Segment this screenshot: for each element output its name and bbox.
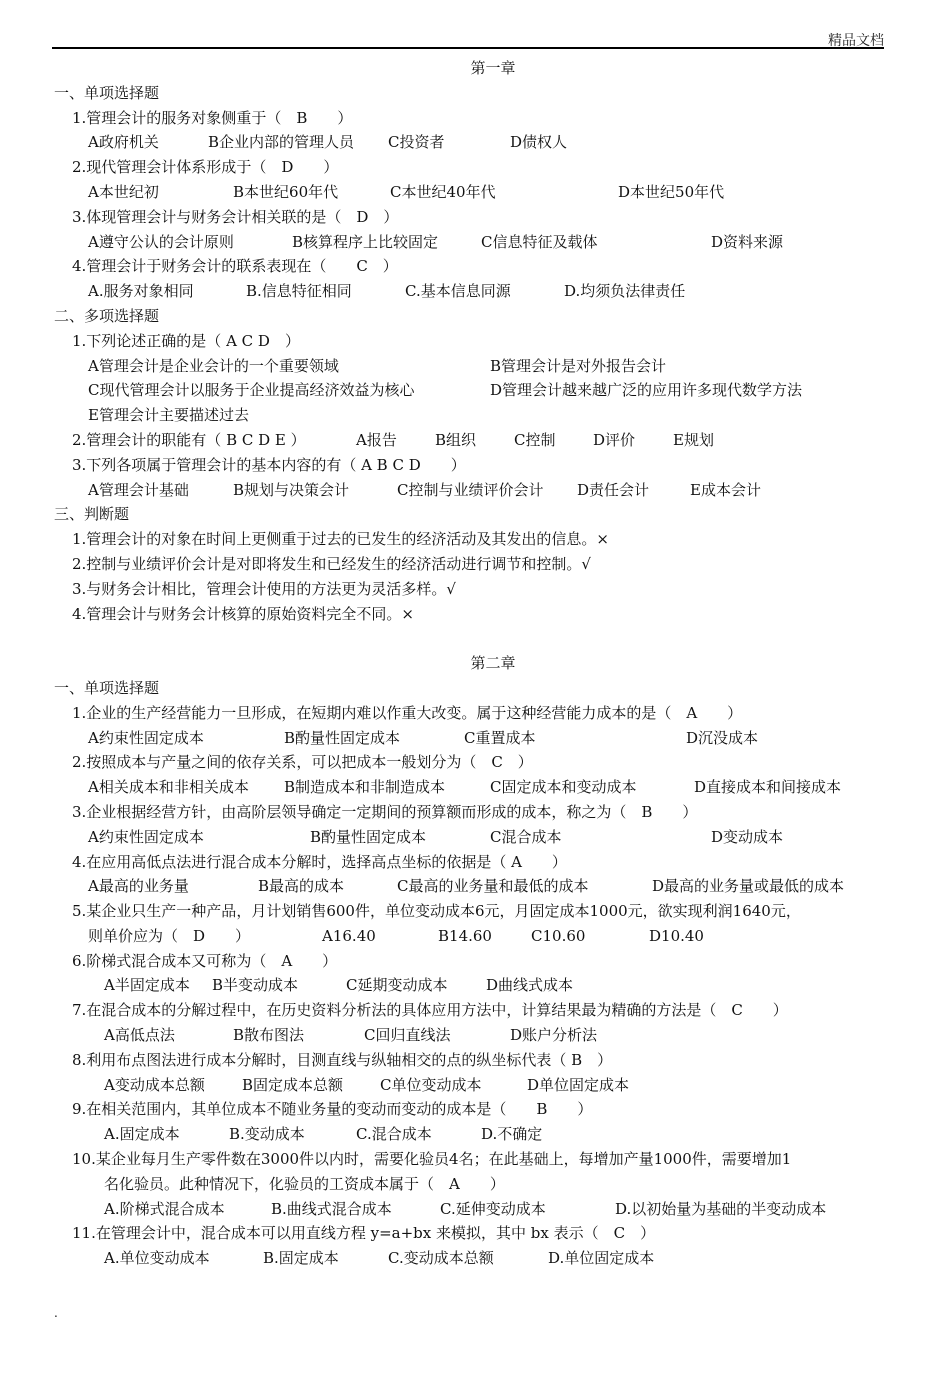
option: D曲线式成本 bbox=[486, 976, 574, 995]
option: D账户分析法 bbox=[510, 1026, 598, 1045]
option: D.不确定 bbox=[481, 1125, 543, 1144]
option: A.阶梯式混合成本 bbox=[104, 1199, 225, 1218]
option: B企业内部的管理人员 bbox=[208, 133, 355, 152]
option: B酌量性固定成本 bbox=[284, 728, 401, 747]
option: D单位固定成本 bbox=[527, 1075, 630, 1094]
option: C.变动成本总额 bbox=[388, 1249, 494, 1268]
question: 2.管理会计的职能有（ B C D E ） bbox=[72, 430, 306, 449]
option: A管理会计是企业会计的一个重要领域 bbox=[88, 356, 339, 375]
option: B.曲线式混合成本 bbox=[271, 1199, 392, 1218]
chapter-title: 第一章 bbox=[470, 59, 516, 77]
option: A约束性固定成本 bbox=[88, 728, 204, 747]
option: D10.40 bbox=[649, 926, 704, 945]
option: B规划与决策会计 bbox=[233, 480, 350, 499]
section-heading: 一、单项选择题 bbox=[54, 83, 160, 102]
options-row bbox=[0, 403, 950, 428]
option: B半变动成本 bbox=[212, 976, 299, 995]
options-row bbox=[0, 874, 950, 899]
option: B本世纪60年代 bbox=[233, 182, 339, 201]
option: C重置成本 bbox=[464, 728, 536, 747]
option: C最高的业务量和最低的成本 bbox=[397, 877, 589, 896]
option: D债权人 bbox=[510, 133, 568, 152]
option: B最高的成本 bbox=[258, 877, 345, 896]
option: D直接成本和间接成本 bbox=[694, 778, 842, 797]
question-continuation-with-options bbox=[0, 924, 950, 949]
question-with-options bbox=[0, 428, 950, 453]
option: A16.40 bbox=[322, 926, 376, 945]
option: B核算程序上比较固定 bbox=[292, 232, 439, 251]
options-row bbox=[0, 726, 950, 751]
question: 11.在管理会计中，混合成本可以用直线方程 y=a+bx 来模拟，其中 bx 表示（ C ） bbox=[72, 1224, 656, 1243]
option: C控制 bbox=[514, 430, 556, 449]
option: B.变动成本 bbox=[229, 1125, 305, 1144]
option: C现代管理会计以服务于企业提高经济效益为核心 bbox=[88, 381, 415, 400]
option: A半固定成本 bbox=[104, 976, 190, 995]
option: A最高的业务量 bbox=[88, 877, 189, 896]
option: D本世纪50年代 bbox=[618, 182, 725, 201]
spacer bbox=[0, 626, 950, 651]
option: B.固定成本 bbox=[263, 1249, 339, 1268]
options-row bbox=[0, 1122, 950, 1147]
option: C延期变动成本 bbox=[346, 976, 448, 995]
option: D.以初始量为基础的半变动成本 bbox=[615, 1199, 827, 1218]
option: D管理会计越来越广泛的应用许多现代数学方法 bbox=[490, 381, 803, 400]
question: 9.在相关范围内，其单位成本不随业务量的变动而变动的成本是（ B ） bbox=[72, 1100, 593, 1119]
option: A本世纪初 bbox=[88, 182, 159, 201]
option: A政府机关 bbox=[88, 133, 159, 152]
options-row bbox=[0, 354, 950, 379]
header-rule bbox=[52, 47, 884, 49]
options-row bbox=[0, 478, 950, 503]
option: A.服务对象相同 bbox=[88, 282, 194, 301]
option: D.单位固定成本 bbox=[548, 1249, 655, 1268]
option: B14.60 bbox=[438, 926, 492, 945]
option: C控制与业绩评价会计 bbox=[397, 480, 544, 499]
judgment-item: 3.与财务会计相比，管理会计使用的方法更为灵活多样。√ bbox=[72, 579, 456, 598]
options-row bbox=[0, 378, 950, 403]
question: 8.利用布点图法进行成本分解时，目测直线与纵轴相交的点的纵坐标代表（ B ） bbox=[72, 1050, 613, 1069]
options-row bbox=[0, 973, 950, 998]
option: A管理会计基础 bbox=[88, 480, 189, 499]
question: 6.阶梯式混合成本又可称为（ A ） bbox=[72, 951, 338, 970]
section-heading: 二、多项选择题 bbox=[54, 306, 160, 325]
judgment-item: 4.管理会计与财务会计核算的原始资料完全不同。× bbox=[72, 604, 414, 623]
option: D资料来源 bbox=[711, 232, 784, 251]
chapter-title: 第二章 bbox=[470, 654, 516, 673]
option: D沉没成本 bbox=[686, 728, 759, 747]
option: C投资者 bbox=[388, 133, 445, 152]
options-row bbox=[0, 825, 950, 850]
option: C固定成本和变动成本 bbox=[490, 778, 637, 797]
option: E规划 bbox=[673, 430, 714, 449]
question: 3.体现管理会计与财务会计相关联的是（ D ） bbox=[72, 207, 399, 226]
option: A遵守公认的会计原则 bbox=[88, 232, 234, 251]
footer-dot: . bbox=[54, 1306, 58, 1320]
option: C单位变动成本 bbox=[380, 1075, 482, 1094]
option: C混合成本 bbox=[490, 827, 562, 846]
question-continuation: 名化验员。此种情况下，化验员的工资成本属于（ A ） bbox=[104, 1174, 505, 1193]
option: A.固定成本 bbox=[104, 1125, 180, 1144]
option: D.均须负法律责任 bbox=[564, 282, 686, 301]
option: C.混合成本 bbox=[356, 1125, 432, 1144]
page-header-label: 精品文档 bbox=[828, 33, 884, 49]
question-continuation: 则单价应为（ D ） bbox=[88, 926, 251, 945]
option: B组织 bbox=[435, 430, 477, 449]
judgment-item: 2.控制与业绩评价会计是对即将发生和已经发生的经济活动进行调节和控制。√ bbox=[72, 554, 591, 573]
options-row bbox=[0, 1023, 950, 1048]
question: 3.下列各项属于管理会计的基本内容的有（ A B C D ） bbox=[72, 455, 466, 474]
section-heading: 一、单项选择题 bbox=[54, 678, 160, 697]
option: D变动成本 bbox=[711, 827, 784, 846]
option: B散布图法 bbox=[233, 1026, 305, 1045]
option: B酌量性固定成本 bbox=[310, 827, 427, 846]
question: 7.在混合成本的分解过程中，在历史资料分析法的具体应用方法中，计算结果最为精确的方法是（ C ） bbox=[72, 1001, 788, 1020]
option: A高低点法 bbox=[104, 1026, 175, 1045]
option: D评价 bbox=[593, 430, 636, 449]
question: 4.管理会计于财务会计的联系表现在（ C ） bbox=[72, 257, 398, 276]
option: B固定成本总额 bbox=[242, 1075, 344, 1094]
option: C10.60 bbox=[531, 926, 586, 945]
option: A.单位变动成本 bbox=[104, 1249, 210, 1268]
option: A约束性固定成本 bbox=[88, 827, 204, 846]
options-row bbox=[0, 1246, 950, 1271]
question: 1.下列论述正确的是（ A C D ） bbox=[72, 331, 300, 350]
options-row bbox=[0, 130, 950, 155]
question: 3.企业根据经营方针，由高阶层领导确定一定期间的预算额而形成的成本，称之为（ B ） bbox=[72, 802, 698, 821]
question: 2.现代管理会计体系形成于（ D ） bbox=[72, 158, 339, 177]
option: C回归直线法 bbox=[364, 1026, 451, 1045]
option: C.基本信息同源 bbox=[405, 282, 511, 301]
question: 5.某企业只生产一种产品，月计划销售600件，单位变动成本6元，月固定成本1000元，欲实现利润1640元， bbox=[72, 902, 801, 921]
options-row bbox=[0, 1073, 950, 1098]
question: 4.在应用高低点法进行混合成本分解时，选择高点坐标的依据是（ A ） bbox=[72, 852, 567, 871]
question: 1.企业的生产经营能力一旦形成，在短期内难以作重大改变。属于这种经营能力成本的是（ A ） bbox=[72, 703, 743, 722]
section-heading: 三、判断题 bbox=[54, 505, 130, 524]
option: A相关成本和非相关成本 bbox=[88, 778, 249, 797]
option: D责任会计 bbox=[577, 480, 650, 499]
option: D最高的业务量或最低的成本 bbox=[652, 877, 845, 896]
option: A变动成本总额 bbox=[104, 1075, 205, 1094]
document-body bbox=[0, 56, 950, 1271]
option: E成本会计 bbox=[690, 480, 761, 499]
option: B.信息特征相同 bbox=[246, 282, 352, 301]
judgment-item: 1.管理会计的对象在时间上更侧重于过去的已发生的经济活动及其发出的信息。× bbox=[72, 530, 609, 549]
question: 2.按照成本与产量之间的依存关系，可以把成本一般划分为（ C ） bbox=[72, 753, 533, 772]
question: 10.某企业每月生产零件数在3000件以内时，需要化验员4名；在此基础上，每增加产量1000件，需要增加1 bbox=[72, 1150, 792, 1169]
option: E管理会计主要描述过去 bbox=[88, 406, 249, 425]
option: B管理会计是对外报告会计 bbox=[490, 356, 667, 375]
option: C信息特征及载体 bbox=[481, 232, 598, 251]
options-row bbox=[0, 180, 950, 205]
options-row bbox=[0, 230, 950, 255]
question: 1.管理会计的服务对象侧重于（ B ） bbox=[72, 108, 353, 127]
options-row bbox=[0, 279, 950, 304]
option: A报告 bbox=[356, 430, 397, 449]
option: B制造成本和非制造成本 bbox=[284, 778, 446, 797]
options-row bbox=[0, 775, 950, 800]
options-row bbox=[0, 1197, 950, 1222]
option: C本世纪40年代 bbox=[390, 182, 496, 201]
option: C.延伸变动成本 bbox=[440, 1199, 546, 1218]
